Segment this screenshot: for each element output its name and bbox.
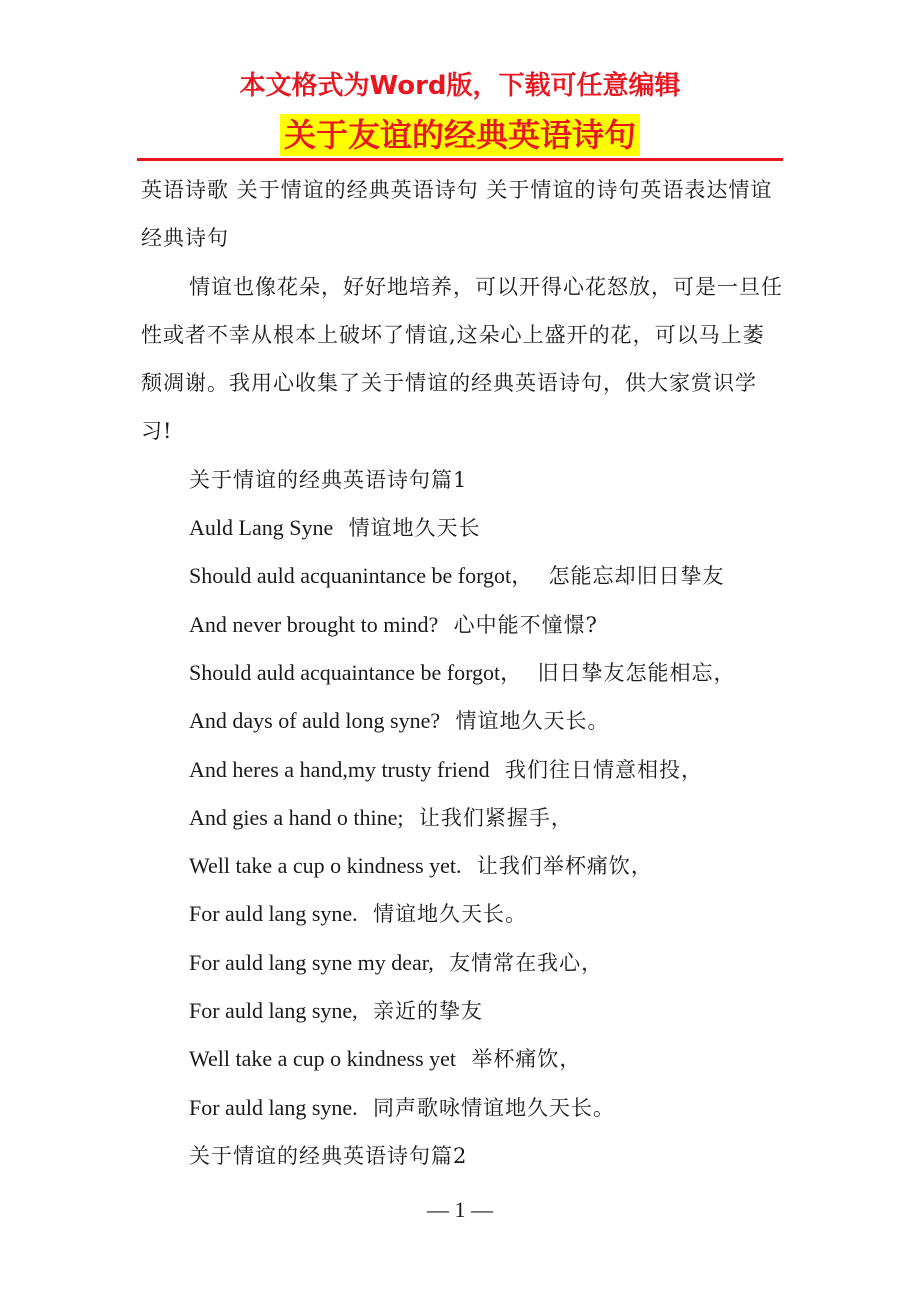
poem-line-chinese: 怎能忘却旧日挚友 [548,564,725,589]
poem-line-english: Well take a cup o kindness yet. [189,853,462,879]
poem-line [141,504,786,552]
poem-line [141,890,786,938]
poem-line-chinese: 情谊地久天长。 [455,709,610,734]
poem-line [141,794,786,842]
poem-line-english: For auld lang syne. [189,1094,358,1120]
poem-line-chinese: 心中能不憧憬? [453,612,598,637]
poem-line-chinese: 亲近的挚友 [373,999,484,1024]
poem-line [141,552,786,600]
section-heading-2: 关于情谊的经典英语诗句篇2 [189,1143,468,1168]
poem-line-chinese: 举杯痛饮， [471,1047,582,1072]
poem-line-english: Should auld acquanintance be forgot， [189,563,534,589]
intro-lead: 英语诗歌 关于情谊的经典英语诗句 关于情谊的诗句英语表达情谊经典诗句 [141,178,773,251]
poem-line [141,1084,786,1132]
title-container [0,114,920,156]
poem-line-chinese: 让我们举杯痛饮， [476,854,653,879]
document-title: 关于友谊的经典英语诗句 [280,114,640,156]
poem-line-english: And days of auld long syne? [189,708,441,734]
poem-line-english: And never brought to mind? [189,611,439,637]
poem-line-chinese: 情谊地久天长。 [373,902,528,927]
poem-line [141,939,786,987]
poem-line-english: For auld lang syne, [189,998,358,1024]
poem-line-chinese: 友情常在我心， [449,950,604,975]
poem-line-chinese: 让我们紧握手， [418,805,573,830]
poem-line-chinese: 我们往日情意相投， [504,757,703,782]
poem-line-english: Well take a cup o kindness yet [189,1046,457,1072]
document-body [141,166,786,1180]
poem-line [141,601,786,649]
poem-line [141,746,786,794]
poem-line-english: And heres a hand,my trusty friend [189,756,490,782]
format-banner: 本文格式为Word版，下载可任意编辑 [239,71,681,101]
poem-line [141,987,786,1035]
poem-lines [141,504,786,1132]
poem-line-chinese: 旧日挚友怎能相忘， [537,660,736,685]
poem-line [141,842,786,890]
poem-line-english: For auld lang syne my dear, [189,949,434,975]
page-number: — 1 — [427,1197,493,1222]
poem-line [141,697,786,745]
poem-line-english: And gies a hand o thine; [189,804,404,830]
intro-paragraph: 情谊也像花朵，好好地培养，可以开得心花怒放，可是一旦任性或者不幸从根本上破坏了情谊,这朵心上盛开的花，可以马上萎颓凋谢。我用心收集了关于情谊的经典英语诗句，供大家赏识学习! [141,274,783,444]
poem-line-english: Auld Lang Syne [189,515,334,541]
poem-line-chinese: 同声歌咏情谊地久天长。 [373,1095,616,1120]
poem-line-english: For auld lang syne. [189,901,358,927]
title-divider [137,158,783,161]
section-heading-1: 关于情谊的经典英语诗句篇1 [189,467,468,492]
poem-line-chinese: 情谊地久天长 [348,516,481,541]
poem-line [141,649,786,697]
poem-line-english: Should auld acquaintance be forgot， [189,659,523,685]
poem-line [141,1035,786,1083]
